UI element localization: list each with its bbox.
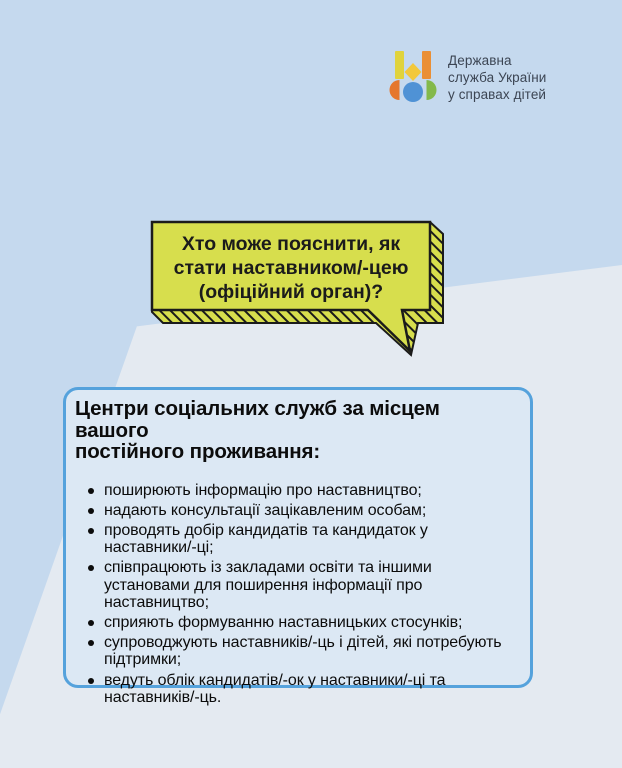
list-item-text: супроводжують наставників/-ць і дітей, які потребують підтримки; (104, 634, 502, 669)
bullet-dot-icon (88, 508, 94, 514)
list-item (88, 634, 514, 668)
list-item-text: співпрацюють із закладами освіти та іншими установами для поширення інформації про наставництво; (104, 559, 432, 611)
list-item (88, 522, 514, 556)
list-item (88, 559, 514, 611)
bullet-dot-icon (88, 640, 94, 646)
logo-text-line: у справах дітей (448, 87, 547, 102)
info-card (63, 387, 533, 706)
list-item (88, 614, 514, 631)
bullet-dot-icon (88, 620, 94, 626)
logo-text (448, 52, 546, 103)
list-item-text: надають консультації зацікавленим особам; (104, 501, 427, 519)
list-item (88, 672, 514, 706)
list-item-text: сприяють формуванню наставницьких стосунків; (104, 613, 463, 631)
children-service-logo-icon (388, 46, 438, 104)
logo-text-line: служба України (448, 70, 547, 85)
speech-bubble-text (152, 224, 430, 312)
list-item (88, 482, 514, 499)
list-item-text: проводять добір кандидатів та кандидаток у наставники/-ці; (104, 521, 428, 557)
speech-bubble-line: (офіційний орган)? (198, 281, 384, 303)
card-heading-line: Центри соціальних служб за місцем вашого (75, 397, 440, 442)
logo-text-line: Державна (448, 53, 512, 68)
list-item-text: поширюють інформацію про наставництво; (104, 481, 422, 499)
bullet-dot-icon (88, 678, 94, 684)
card-heading (75, 398, 518, 463)
speech-bubble-line: стати наставником/-цею (173, 257, 409, 279)
list-item (88, 502, 514, 519)
card-heading-line: постійного проживання: (75, 440, 321, 463)
logo (388, 46, 546, 104)
bullet-dot-icon (88, 528, 94, 534)
bullet-dot-icon (88, 488, 94, 494)
card-bullet-list (75, 482, 518, 706)
list-item-text: ведуть облік кандидатів/-ок у наставники/-ці та наставників/-ць. (104, 671, 446, 706)
bullet-dot-icon (88, 565, 94, 571)
speech-bubble-line: Хто може пояснити, як (181, 233, 401, 255)
